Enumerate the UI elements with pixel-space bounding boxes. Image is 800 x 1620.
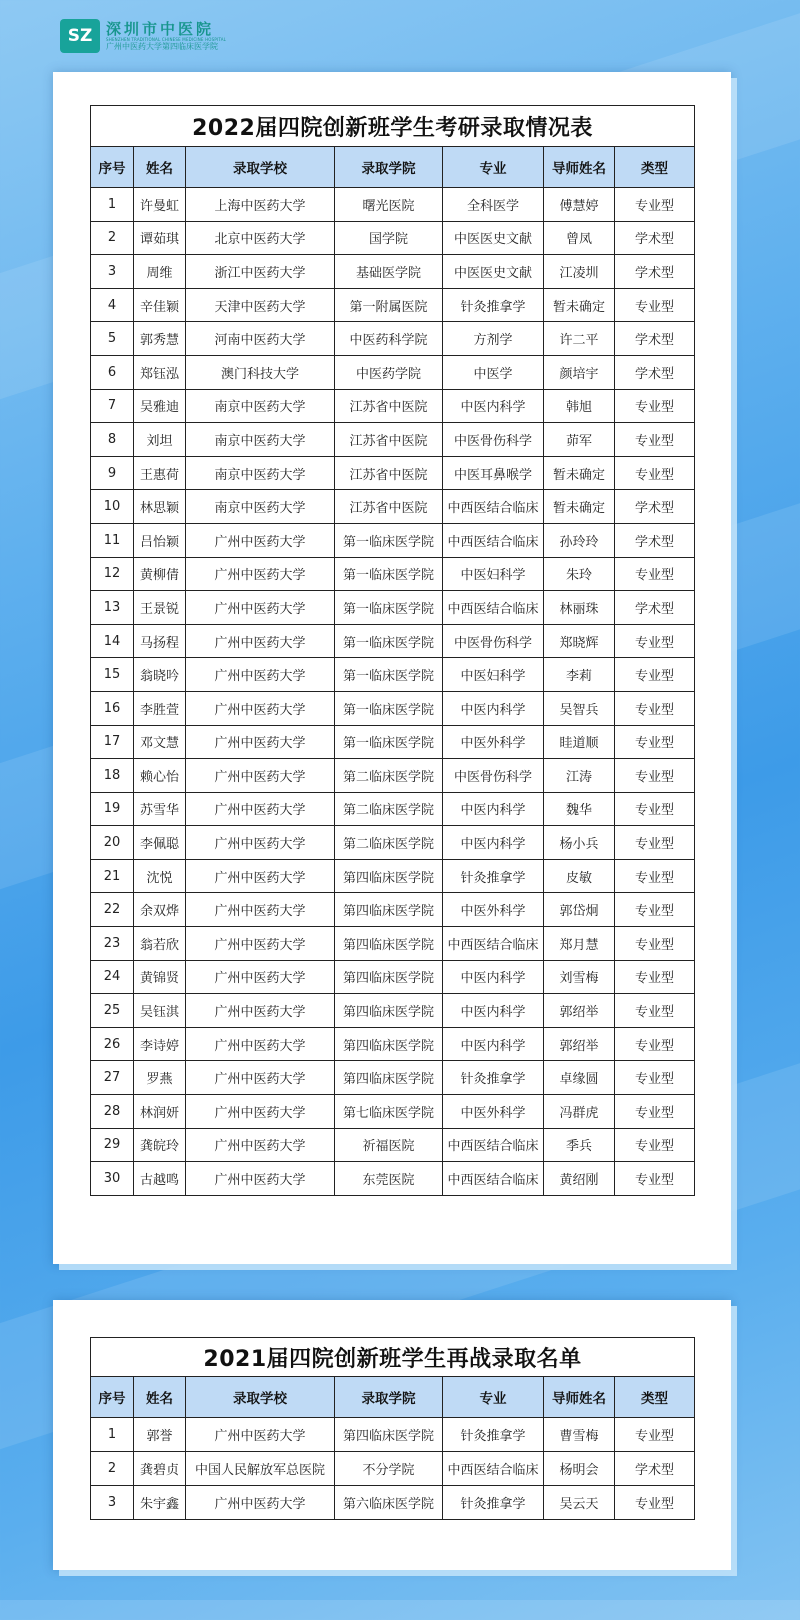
table-header-row [91, 1377, 695, 1418]
table-row [91, 288, 695, 322]
table-cell: 马扬程 [134, 624, 186, 658]
table-cell: 龚皖玲 [134, 1128, 186, 1162]
table-cell: 韩旭 [544, 389, 615, 423]
table-cell: 学术型 [615, 322, 695, 356]
hospital-name: 深圳市中医院 [106, 19, 215, 38]
table-cell: 中医外科学 [443, 725, 544, 759]
table-cell: 中医骨伤科学 [443, 423, 544, 457]
table-cell: 第一附属医院 [335, 288, 443, 322]
table-cell: 南京中医药大学 [186, 456, 335, 490]
table-cell: 朱玲 [544, 557, 615, 591]
table-cell: 10 [91, 490, 134, 524]
table-cell: 专业型 [615, 456, 695, 490]
table-cell: 邓文慧 [134, 725, 186, 759]
table-cell: 郭誉 [134, 1418, 186, 1452]
table-cell: 方剂学 [443, 322, 544, 356]
table-cell: 第一临床医学院 [335, 523, 443, 557]
table-cell: 中医妇科学 [443, 658, 544, 692]
table-cell: 针灸推拿学 [443, 1418, 544, 1452]
table-row [91, 1486, 695, 1520]
table-cell: 学术型 [615, 523, 695, 557]
column-header: 类型 [615, 1377, 695, 1418]
table-cell: 中医妇科学 [443, 557, 544, 591]
table-cell: 针灸推拿学 [443, 1061, 544, 1095]
table-cell: 江苏省中医院 [335, 490, 443, 524]
table-cell: 24 [91, 960, 134, 994]
table-cell: 3 [91, 1486, 134, 1520]
table-cell: 李佩聪 [134, 826, 186, 860]
table-cell: 郑钰泓 [134, 355, 186, 389]
table-cell: 辛佳颖 [134, 288, 186, 322]
table-cell: 专业型 [615, 893, 695, 927]
table-cell: 学术型 [615, 255, 695, 289]
table-cell: 广州中医药大学 [186, 691, 335, 725]
table-cell: 江苏省中医院 [335, 456, 443, 490]
table-cell: 学术型 [615, 355, 695, 389]
table-cell: 周维 [134, 255, 186, 289]
table-cell: 皮敏 [544, 859, 615, 893]
table-cell: 东莞医院 [335, 1162, 443, 1196]
table-cell: 赖心怡 [134, 759, 186, 793]
table-row [91, 221, 695, 255]
column-header: 导师姓名 [544, 147, 615, 188]
table-cell: 专业型 [615, 389, 695, 423]
table-cell: 专业型 [615, 859, 695, 893]
table-cell: 吴雅迪 [134, 389, 186, 423]
table-cell: 4 [91, 288, 134, 322]
table-cell: 中医医史文献 [443, 221, 544, 255]
table-cell: 广州中医药大学 [186, 1128, 335, 1162]
table-cell: 1 [91, 188, 134, 222]
table-row [91, 188, 695, 222]
table-cell: 15 [91, 658, 134, 692]
table-cell: 黄锦贤 [134, 960, 186, 994]
table-cell: 针灸推拿学 [443, 1486, 544, 1520]
table-row [91, 960, 695, 994]
table-cell: 杨明会 [544, 1452, 615, 1486]
table-cell: 学术型 [615, 490, 695, 524]
table-cell: 9 [91, 456, 134, 490]
table-cell: 中医内科学 [443, 960, 544, 994]
table-cell: 江苏省中医院 [335, 389, 443, 423]
table-row [91, 893, 695, 927]
table-cell: 不分学院 [335, 1452, 443, 1486]
table-cell: 广州中医药大学 [186, 759, 335, 793]
column-header: 序号 [91, 147, 134, 188]
table-cell: 2 [91, 1452, 134, 1486]
table-cell: 专业型 [615, 1418, 695, 1452]
table-row [91, 725, 695, 759]
table-cell: 广州中医药大学 [186, 1162, 335, 1196]
table-cell: 第四临床医学院 [335, 1027, 443, 1061]
table-cell: 第二临床医学院 [335, 759, 443, 793]
table-cell: 第四临床医学院 [335, 859, 443, 893]
table-cell: 广州中医药大学 [186, 557, 335, 591]
table-cell: 王惠荷 [134, 456, 186, 490]
table-cell: 广州中医药大学 [186, 1061, 335, 1095]
table-cell: 全科医学 [443, 188, 544, 222]
table-cell: 广州中医药大学 [186, 792, 335, 826]
table-cell: 第七临床医学院 [335, 1095, 443, 1129]
table-cell: 北京中医药大学 [186, 221, 335, 255]
table-cell: 第四临床医学院 [335, 960, 443, 994]
table-cell: 颜培宇 [544, 355, 615, 389]
table-cell: 浙江中医药大学 [186, 255, 335, 289]
table-cell: 李胜萱 [134, 691, 186, 725]
table-cell: 18 [91, 759, 134, 793]
table-cell: 茆军 [544, 423, 615, 457]
admission-table-2021 [90, 1337, 695, 1520]
table-cell: 中西医结合临床 [443, 1128, 544, 1162]
table-cell: 广州中医药大学 [186, 859, 335, 893]
table-cell: 南京中医药大学 [186, 423, 335, 457]
table-row [91, 859, 695, 893]
table-cell: 暂未确定 [544, 288, 615, 322]
hospital-header [60, 16, 226, 56]
table-cell: 广州中医药大学 [186, 624, 335, 658]
table-row [91, 1418, 695, 1452]
table-cell: 郭秀慧 [134, 322, 186, 356]
table-cell: 暂未确定 [544, 456, 615, 490]
table-row [91, 826, 695, 860]
table-cell: 中西医结合临床 [443, 523, 544, 557]
table-cell: 中医学 [443, 355, 544, 389]
table-cell: 李诗婷 [134, 1027, 186, 1061]
table-cell: 中西医结合临床 [443, 490, 544, 524]
table-cell: 25 [91, 994, 134, 1028]
table-cell: 卓缘圆 [544, 1061, 615, 1095]
table-cell: 罗燕 [134, 1061, 186, 1095]
table-cell: 刘坦 [134, 423, 186, 457]
table-cell: 专业型 [615, 1027, 695, 1061]
hospital-name-en: SHENZHEN TRADITIONAL CHINESE MEDICINE HOSPITAL [106, 36, 227, 42]
table-cell: 专业型 [615, 826, 695, 860]
table-cell: 吴钰淇 [134, 994, 186, 1028]
table-cell: 中医药科学院 [335, 322, 443, 356]
table-cell: 南京中医药大学 [186, 490, 335, 524]
table-cell: 专业型 [615, 725, 695, 759]
table-cell: 学术型 [615, 221, 695, 255]
table-cell: 第四临床医学院 [335, 994, 443, 1028]
table-cell: 广州中医药大学 [186, 523, 335, 557]
table-cell: 广州中医药大学 [186, 893, 335, 927]
table-cell: 广州中医药大学 [186, 658, 335, 692]
table-cell: 中西医结合临床 [443, 591, 544, 625]
table-cell: 13 [91, 591, 134, 625]
table-cell: 龚碧贞 [134, 1452, 186, 1486]
table-cell: 翁若欣 [134, 927, 186, 961]
table-cell: 广州中医药大学 [186, 725, 335, 759]
hospital-logo-icon: SZ [60, 19, 100, 53]
table-cell: 6 [91, 355, 134, 389]
table-cell: 广州中医药大学 [186, 1095, 335, 1129]
table-cell: 20 [91, 826, 134, 860]
table-cell: 专业型 [615, 658, 695, 692]
table-cell: 中医外科学 [443, 893, 544, 927]
table-cell: 专业型 [615, 994, 695, 1028]
table-cell: 专业型 [615, 1061, 695, 1095]
table-title: 2022届四院创新班学生考研录取情况表 [91, 106, 695, 147]
table-cell: 魏华 [544, 792, 615, 826]
table-cell: 23 [91, 927, 134, 961]
table-cell: 曹雪梅 [544, 1418, 615, 1452]
table-cell: 广州中医药大学 [186, 994, 335, 1028]
table-cell: 苏雪华 [134, 792, 186, 826]
table-row [91, 355, 695, 389]
table-row [91, 994, 695, 1028]
column-header: 姓名 [134, 1377, 186, 1418]
column-header: 专业 [443, 147, 544, 188]
table-cell: 吕怡颖 [134, 523, 186, 557]
table-cell: 林丽珠 [544, 591, 615, 625]
table-cell: 专业型 [615, 691, 695, 725]
table-cell: 专业型 [615, 960, 695, 994]
table-cell: 1 [91, 1418, 134, 1452]
table-cell: 专业型 [615, 624, 695, 658]
table-row [91, 759, 695, 793]
table-cell: 吴云天 [544, 1486, 615, 1520]
table-cell: 第二临床医学院 [335, 792, 443, 826]
table-cell: 针灸推拿学 [443, 859, 544, 893]
table-cell: 中医内科学 [443, 1027, 544, 1061]
table-cell: 29 [91, 1128, 134, 1162]
table-cell: 中医内科学 [443, 994, 544, 1028]
table-cell: 许二平 [544, 322, 615, 356]
table-cell: 郭绍举 [544, 1027, 615, 1061]
admission-table-2022 [90, 105, 695, 1196]
table-cell: 专业型 [615, 1095, 695, 1129]
table-cell: 眭道顺 [544, 725, 615, 759]
table-cell: 28 [91, 1095, 134, 1129]
column-header: 导师姓名 [544, 1377, 615, 1418]
column-header: 类型 [615, 147, 695, 188]
table-row [91, 1027, 695, 1061]
table-cell: 11 [91, 523, 134, 557]
table-cell: 27 [91, 1061, 134, 1095]
table-row [91, 1095, 695, 1129]
table-cell: 26 [91, 1027, 134, 1061]
table-cell: 广州中医药大学 [186, 927, 335, 961]
table-cell: 12 [91, 557, 134, 591]
table-cell: 第一临床医学院 [335, 725, 443, 759]
table-cell: 中医内科学 [443, 389, 544, 423]
table-cell: 广州中医药大学 [186, 1027, 335, 1061]
table-cell: 30 [91, 1162, 134, 1196]
table-cell: 第一临床医学院 [335, 658, 443, 692]
table-cell: 16 [91, 691, 134, 725]
table-cell: 中西医结合临床 [443, 1452, 544, 1486]
table-cell: 专业型 [615, 1162, 695, 1196]
table-cell: 第四临床医学院 [335, 893, 443, 927]
table-cell: 李莉 [544, 658, 615, 692]
table-cell: 14 [91, 624, 134, 658]
column-header: 录取学校 [186, 147, 335, 188]
table-cell: 第一临床医学院 [335, 624, 443, 658]
hospital-subtitle: 广州中医药大学第四临床医学院 [106, 41, 218, 51]
column-header: 录取学院 [335, 1377, 443, 1418]
table-cell: 郑月慧 [544, 927, 615, 961]
table-cell: 暂未确定 [544, 490, 615, 524]
table-cell: 针灸推拿学 [443, 288, 544, 322]
table-cell: 刘雪梅 [544, 960, 615, 994]
table-cell: 专业型 [615, 1486, 695, 1520]
column-header: 录取学校 [186, 1377, 335, 1418]
table-cell: 杨小兵 [544, 826, 615, 860]
table-cell: 中医内科学 [443, 792, 544, 826]
table-row [91, 423, 695, 457]
table-cell: 黄柳倩 [134, 557, 186, 591]
column-header: 序号 [91, 1377, 134, 1418]
table-cell: 第一临床医学院 [335, 591, 443, 625]
table-cell: 国学院 [335, 221, 443, 255]
table-cell: 季兵 [544, 1128, 615, 1162]
table-cell: 中医医史文献 [443, 255, 544, 289]
table-cell: 郭绍举 [544, 994, 615, 1028]
table-cell: 中医内科学 [443, 691, 544, 725]
table-row [91, 255, 695, 289]
table-cell: 第四临床医学院 [335, 927, 443, 961]
table-cell: 广州中医药大学 [186, 960, 335, 994]
table-cell: 谭茹琪 [134, 221, 186, 255]
table-row [91, 1162, 695, 1196]
table-cell: 7 [91, 389, 134, 423]
table-cell: 郭岱炯 [544, 893, 615, 927]
table-row [91, 658, 695, 692]
table-cell: 中医骨伤科学 [443, 624, 544, 658]
table-cell: 上海中医药大学 [186, 188, 335, 222]
table-cell: 专业型 [615, 423, 695, 457]
table-cell: 傅慧婷 [544, 188, 615, 222]
table-row [91, 557, 695, 591]
table-row [91, 456, 695, 490]
table-cell: 江凌圳 [544, 255, 615, 289]
table-row [91, 792, 695, 826]
table-row [91, 322, 695, 356]
table-cell: 林润妍 [134, 1095, 186, 1129]
table-cell: 专业型 [615, 188, 695, 222]
table-cell: 中西医结合临床 [443, 1162, 544, 1196]
table-cell: 中医骨伤科学 [443, 759, 544, 793]
table-cell: 学术型 [615, 591, 695, 625]
table-cell: 中医内科学 [443, 826, 544, 860]
table-cell: 8 [91, 423, 134, 457]
table-cell: 王景锐 [134, 591, 186, 625]
table-cell: 5 [91, 322, 134, 356]
table-cell: 冯群虎 [544, 1095, 615, 1129]
table-cell: 许曼虹 [134, 188, 186, 222]
table-row [91, 927, 695, 961]
table-row [91, 624, 695, 658]
table-header-row [91, 147, 695, 188]
table-cell: 江涛 [544, 759, 615, 793]
table-cell: 专业型 [615, 759, 695, 793]
table-cell: 曙光医院 [335, 188, 443, 222]
table-cell: 澳门科技大学 [186, 355, 335, 389]
table-cell: 南京中医药大学 [186, 389, 335, 423]
table-cell: 翁晓吟 [134, 658, 186, 692]
table-cell: 专业型 [615, 288, 695, 322]
table-row [91, 691, 695, 725]
table-cell: 专业型 [615, 792, 695, 826]
table-cell: 余双烨 [134, 893, 186, 927]
table-cell: 古越鸣 [134, 1162, 186, 1196]
table-cell: 17 [91, 725, 134, 759]
table-cell: 专业型 [615, 1128, 695, 1162]
footer-band [0, 1600, 800, 1620]
table-cell: 黄绍刚 [544, 1162, 615, 1196]
column-header: 专业 [443, 1377, 544, 1418]
column-header: 姓名 [134, 147, 186, 188]
table-cell: 专业型 [615, 927, 695, 961]
table-cell: 第四临床医学院 [335, 1418, 443, 1452]
table-cell: 江苏省中医院 [335, 423, 443, 457]
table-cell: 中医耳鼻喉学 [443, 456, 544, 490]
table-row [91, 389, 695, 423]
table-cell: 第一临床医学院 [335, 691, 443, 725]
table-cell: 第六临床医学院 [335, 1486, 443, 1520]
table-cell: 孙玲玲 [544, 523, 615, 557]
table-row [91, 523, 695, 557]
table-cell: 第四临床医学院 [335, 1061, 443, 1095]
column-header: 录取学院 [335, 147, 443, 188]
table-cell: 22 [91, 893, 134, 927]
table-cell: 专业型 [615, 557, 695, 591]
table-cell: 19 [91, 792, 134, 826]
table-cell: 2 [91, 221, 134, 255]
table-cell: 林思颖 [134, 490, 186, 524]
table-cell: 中西医结合临床 [443, 927, 544, 961]
table-cell: 天津中医药大学 [186, 288, 335, 322]
table-cell: 广州中医药大学 [186, 1486, 335, 1520]
table-cell: 朱宇鑫 [134, 1486, 186, 1520]
table-row [91, 591, 695, 625]
table-cell: 21 [91, 859, 134, 893]
table-cell: 第二临床医学院 [335, 826, 443, 860]
table-cell: 吴智兵 [544, 691, 615, 725]
table-cell: 中医药学院 [335, 355, 443, 389]
table-row [91, 1452, 695, 1486]
table-cell: 基础医学院 [335, 255, 443, 289]
table-cell: 3 [91, 255, 134, 289]
table-cell: 曾凤 [544, 221, 615, 255]
table-cell: 第一临床医学院 [335, 557, 443, 591]
table-cell: 广州中医药大学 [186, 591, 335, 625]
table-cell: 广州中医药大学 [186, 826, 335, 860]
table-cell: 沈悦 [134, 859, 186, 893]
table-cell: 学术型 [615, 1452, 695, 1486]
table-cell: 中国人民解放军总医院 [186, 1452, 335, 1486]
hospital-logo-text [106, 21, 226, 52]
table-cell: 郑晓辉 [544, 624, 615, 658]
table-title: 2021届四院创新班学生再战录取名单 [91, 1338, 695, 1377]
table-row [91, 1061, 695, 1095]
table-row [91, 490, 695, 524]
table-cell: 广州中医药大学 [186, 1418, 335, 1452]
table-cell: 祈福医院 [335, 1128, 443, 1162]
table-row [91, 1128, 695, 1162]
table-cell: 河南中医药大学 [186, 322, 335, 356]
table-cell: 中医外科学 [443, 1095, 544, 1129]
